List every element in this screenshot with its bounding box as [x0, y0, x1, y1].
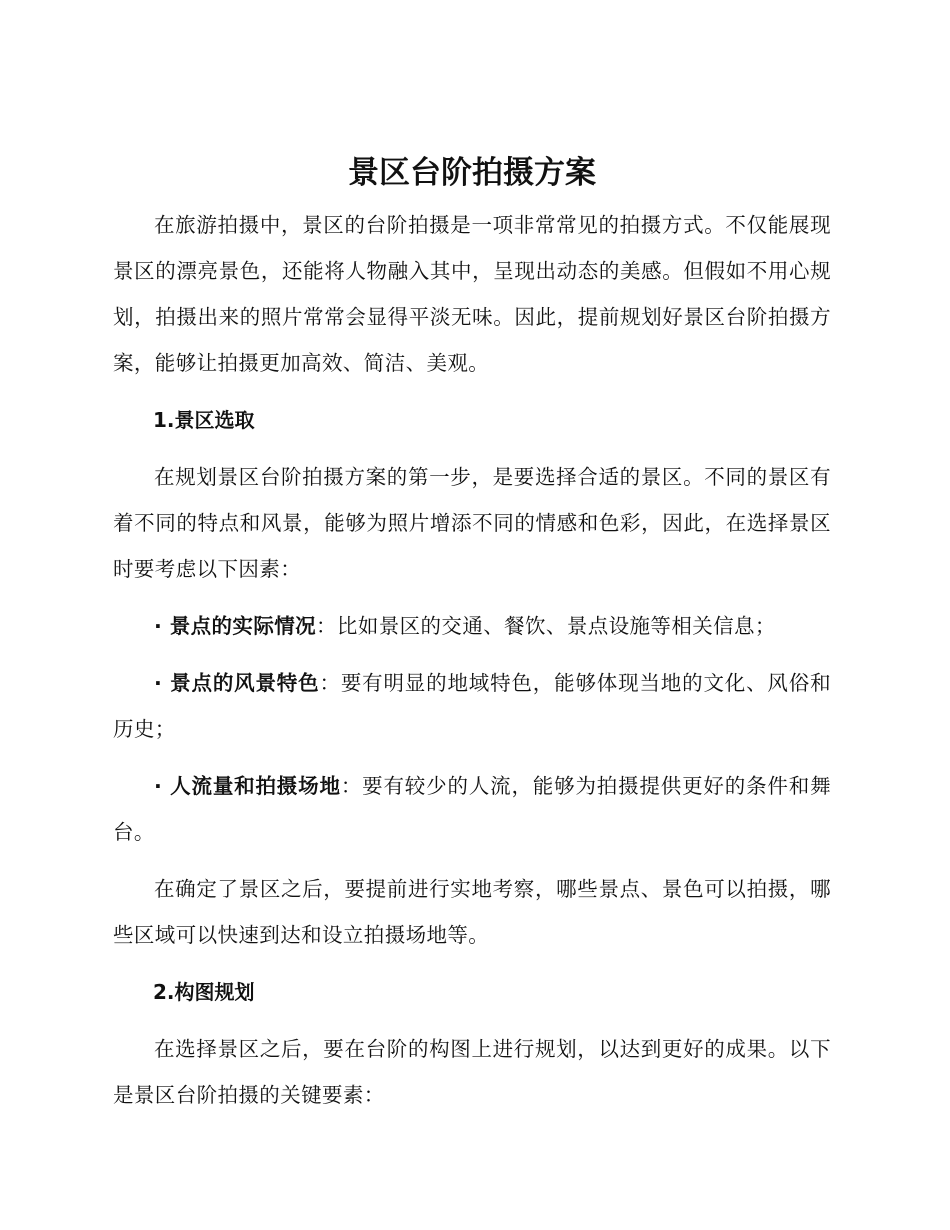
section-2-intro: 在选择景区之后，要在台阶的构图上进行规划，以达到更好的成果。以下是景区台阶拍摄的关键要素： [113, 1037, 831, 1107]
bullet-item [113, 763, 831, 855]
bullet-label: · 景点的实际情况 [154, 614, 317, 638]
intro-paragraph: 在旅游拍摄中，景区的台阶拍摄是一项非常常见的拍摄方式。不仅能展现景区的漂亮景色，还能将人物融入其中，呈现出动态的美感。但假如不用心规划，拍摄出来的照片常常会显得平淡无味。因此，提前规划好景区台阶拍摄方案，能够让拍摄更加高效、简洁、美观。 [113, 213, 831, 375]
bullet-item [113, 660, 831, 752]
section-1-heading: 1.景区选取 [153, 408, 255, 432]
section-1-intro: 在规划景区台阶拍摄方案的第一步，是要选择合适的景区。不同的景区有着不同的特点和风景，能够为照片增添不同的情感和色彩，因此，在选择景区时要考虑以下因素： [113, 465, 831, 581]
bullet-text: ：要有明显的地域特色，能够体现当地的文化、风俗和历史； [113, 671, 831, 741]
document-page [113, 148, 831, 1129]
bullet-text: ：比如景区的交通、餐饮、景点设施等相关信息； [316, 614, 776, 638]
bullet-label: · 人流量和拍摄场地 [154, 774, 341, 798]
document-title: 景区台阶拍摄方案 [348, 155, 596, 191]
section-1-conclusion: 在确定了景区之后，要提前进行实地考察，哪些景点、景色可以拍摄，哪些区域可以快速到达和设立拍摄场地等。 [113, 877, 831, 947]
bullet-label: · 景点的风景特色 [154, 671, 320, 695]
bullet-text: ：要有较少的人流，能够为拍摄提供更好的条件和舞台。 [113, 774, 831, 844]
section-2-heading: 2.构图规划 [153, 980, 255, 1004]
bullet-item [113, 603, 831, 649]
